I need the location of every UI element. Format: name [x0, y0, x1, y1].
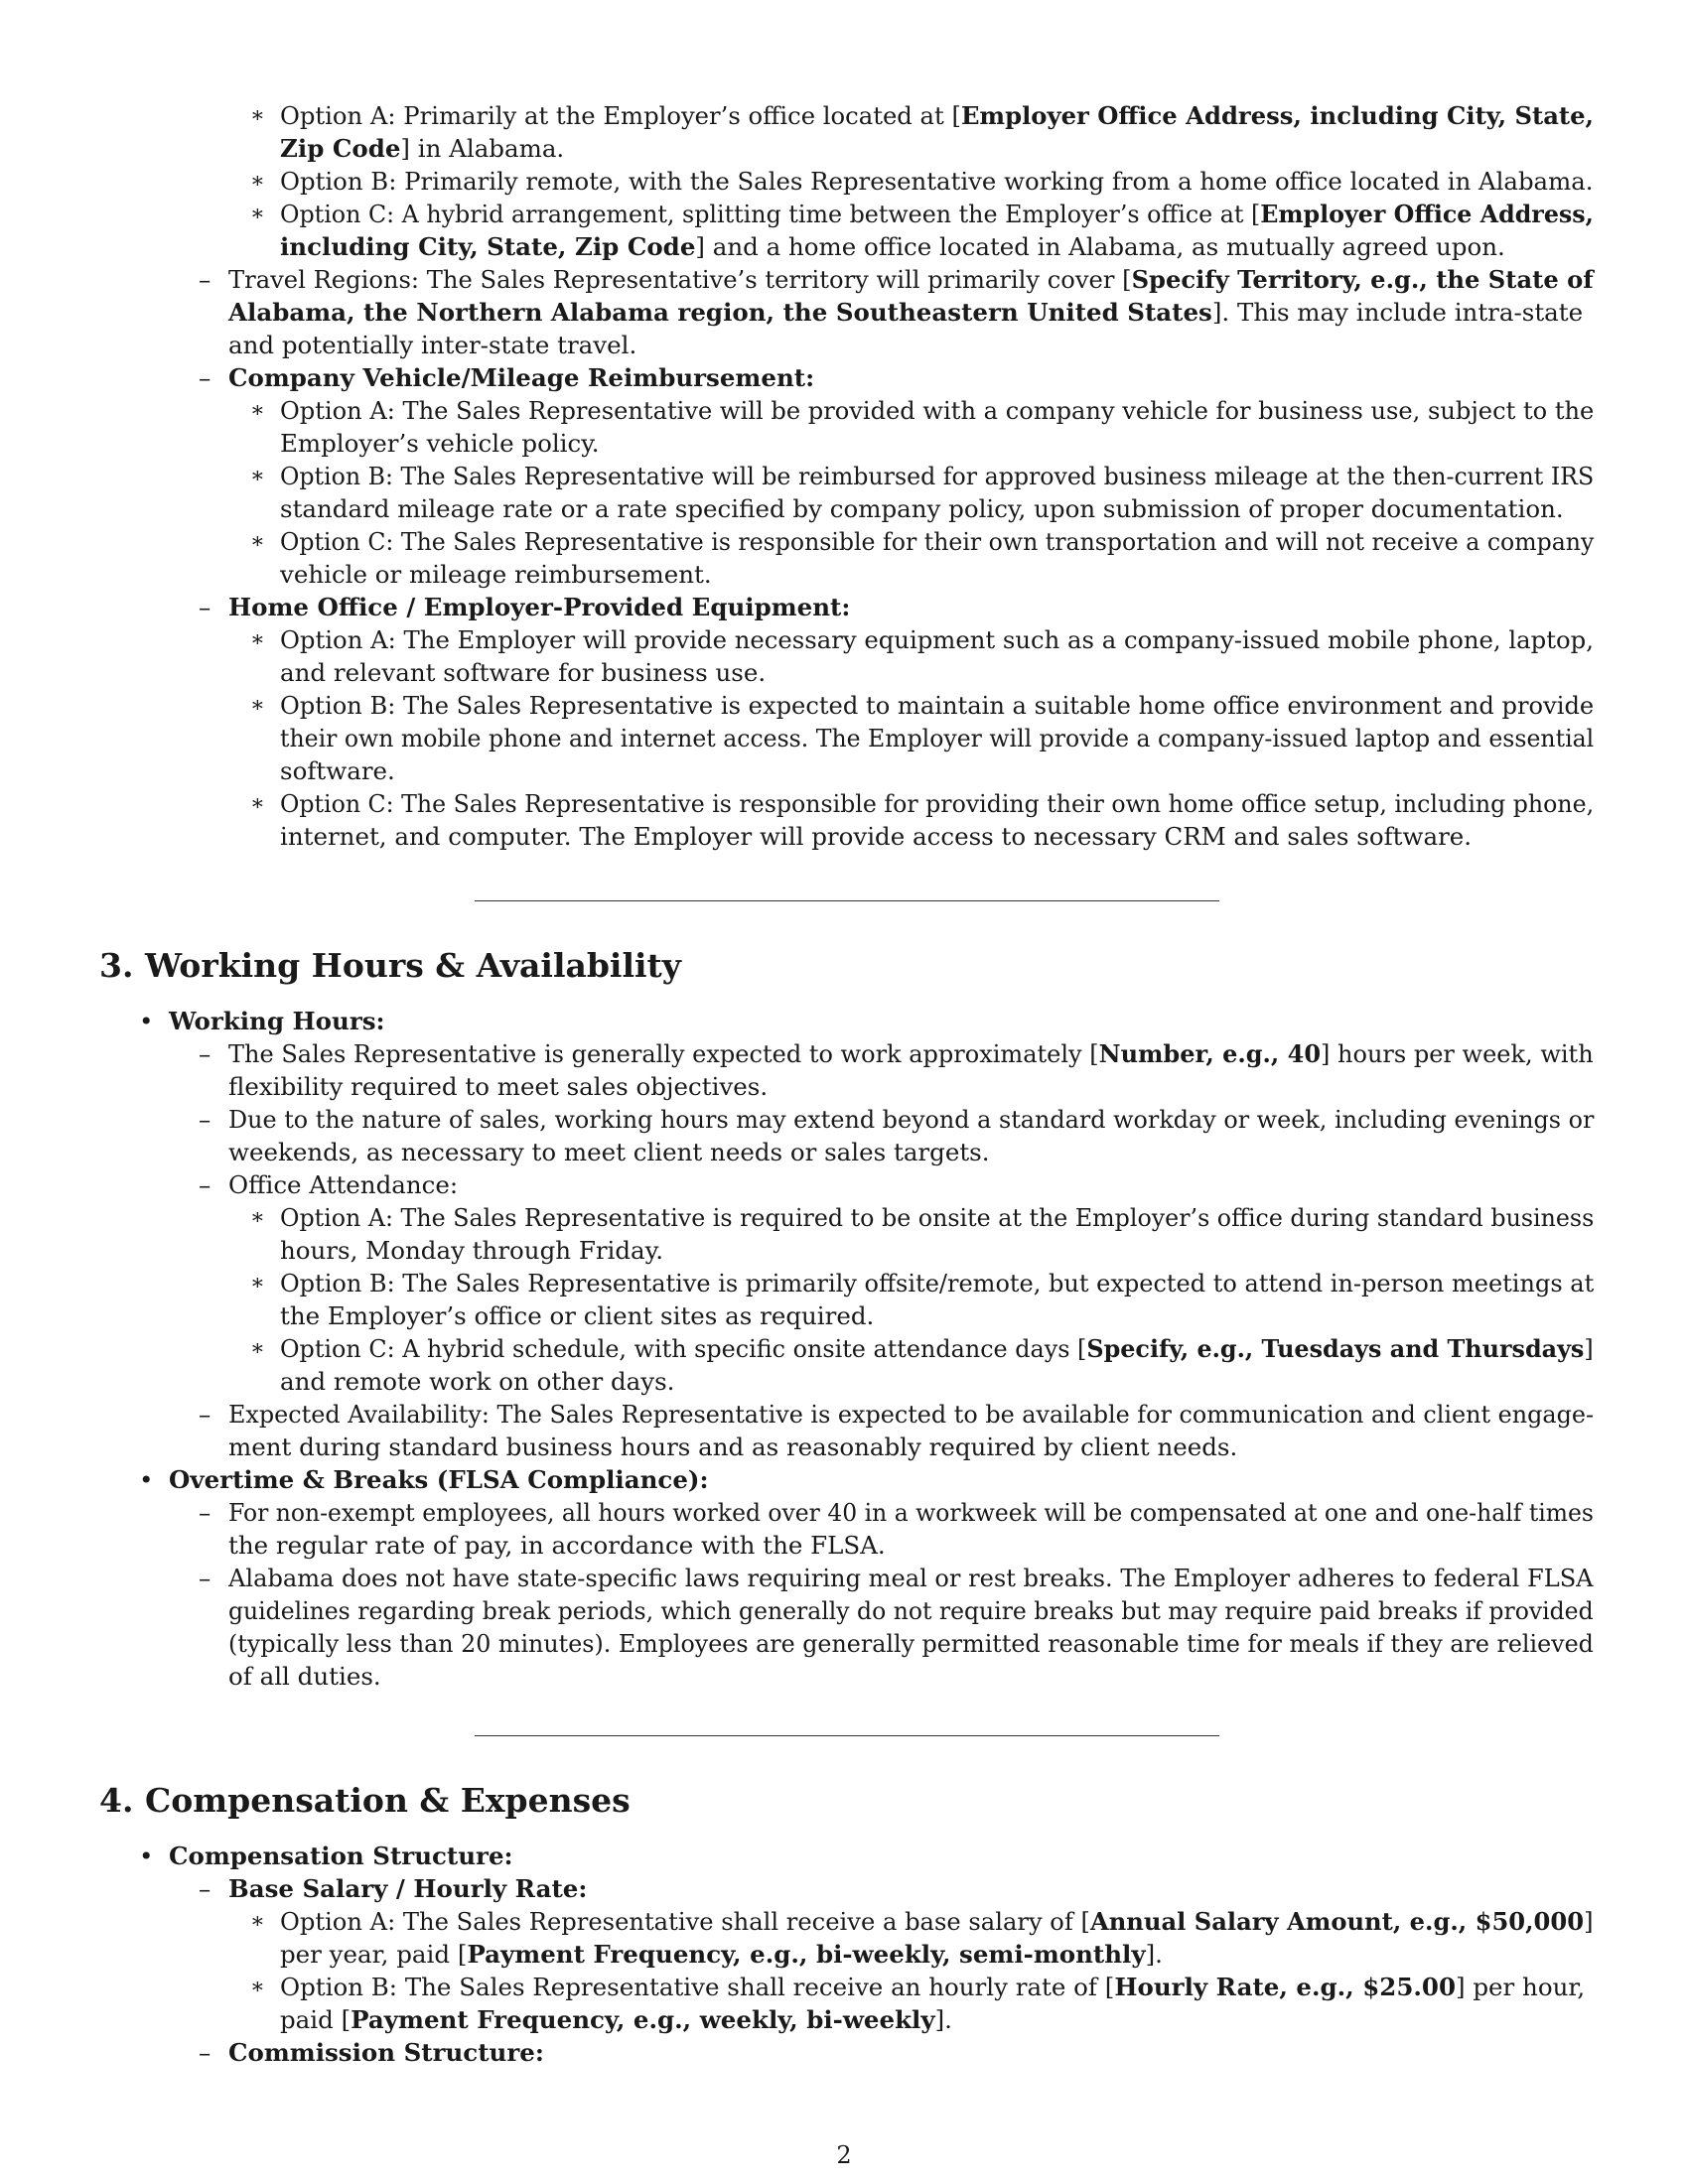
equipment-option-a-line2: and relevant software for business use.: [280, 658, 767, 687]
hours-item1-line2: flexibility required to meet sales objectives.: [228, 1072, 769, 1101]
equipment-option-a-line1: Option A: The Employer will provide necessary equipment such as a company-issued mobile phone, laptop,: [280, 625, 1594, 654]
dot-bullet: •: [139, 1007, 154, 1035]
equipment-option-c-line1: Option C: The Sales Representative is responsible for providing their own home office setup, including phone,: [280, 789, 1595, 818]
overtime-item2-line3: (typically less than 20 minutes). Employees are generally permitted reasonable time for meals if they are relieved: [228, 1629, 1594, 1658]
availability-line2: ment during standard business hours and as reasonably required by client needs.: [228, 1433, 1238, 1461]
availability-line1: Expected Availability: The Sales Representative is expected to be available for communication and client engage-: [228, 1400, 1595, 1429]
hours-item1-line1: The Sales Representative is generally expected to work approximately [Number, e.g., 40] hours per week, with: [228, 1039, 1594, 1068]
star-bullet: ∗: [250, 169, 265, 194]
equipment-option-b-line1: Option B: The Sales Representative is expected to maintain a suitable home office environment and provide: [280, 691, 1595, 720]
equipment-option-b-line2: their own mobile phone and internet access. The Employer will provide a company-issued laptop and essential: [280, 724, 1595, 752]
star-bullet: ∗: [250, 398, 265, 423]
star-bullet: ∗: [250, 1271, 265, 1296]
star-bullet: ∗: [250, 529, 265, 554]
commission-heading: Commission Structure:: [228, 2038, 544, 2067]
star-bullet: ∗: [250, 1336, 265, 1361]
equipment-option-c-line2: internet, and computer. The Employer will provide access to necessary CRM and sales software.: [280, 822, 1473, 851]
travel-regions-line2: Alabama, the Northern Alabama region, the Southeastern United States]. This may include intra-state: [228, 298, 1584, 327]
travel-regions-line1: Travel Regions: The Sales Representative’s territory will primarily cover [Specify Territory, e.g., the State of: [228, 265, 1594, 294]
star-bullet: ∗: [250, 1975, 265, 1999]
star-bullet: ∗: [250, 202, 265, 226]
dash-bullet: –: [199, 593, 211, 621]
dash-bullet: –: [199, 265, 211, 294]
star-bullet: ∗: [250, 103, 265, 128]
star-bullet: ∗: [250, 1909, 265, 1934]
star-bullet: ∗: [250, 464, 265, 488]
compensation-structure-heading: Compensation Structure:: [169, 1842, 513, 1870]
vehicle-option-c-line2: vehicle or mileage reimbursement.: [280, 560, 712, 589]
attendance-option-c-line2: and remote work on other days.: [280, 1367, 675, 1396]
vehicle-option-a-line2: Employer’s vehicle policy.: [280, 429, 600, 458]
dot-bullet: •: [139, 1842, 154, 1870]
overtime-item2-line4: of all duties.: [228, 1662, 381, 1691]
office-option-a-line2: Zip Code] in Alabama.: [280, 134, 565, 163]
salary-option-b-line2: paid [Payment Frequency, e.g., weekly, bi-weekly].: [280, 2005, 952, 2034]
office-option-a-line1: Option A: Primarily at the Employer’s office located at [Employer Office Address, including City, State,: [280, 101, 1595, 130]
office-option-c-line1: Option C: A hybrid arrangement, splitting time between the Employer’s office at [Employer Office Address,: [280, 200, 1594, 228]
dash-bullet: –: [199, 1170, 211, 1199]
dash-bullet: –: [199, 2038, 211, 2067]
dash-bullet: –: [199, 1874, 211, 1903]
office-option-b: Option B: Primarily remote, with the Sales Representative working from a home office located in Alabama.: [280, 167, 1594, 196]
section-3-title: 3. Working Hours & Availability: [99, 946, 681, 985]
attendance-option-a-line1: Option A: The Sales Representative is required to be onsite at the Employer’s office during standard business: [280, 1203, 1595, 1232]
salary-option-a-line1: Option A: The Sales Representative shall receive a base salary of [Annual Salary Amount, e.g., $50,000]: [280, 1907, 1594, 1936]
dot-bullet: •: [139, 1465, 154, 1494]
equipment-heading: Home Office / Employer-Provided Equipment:: [228, 593, 851, 621]
hours-item2-line2: weekends, as necessary to meet client needs or sales targets.: [228, 1138, 990, 1166]
office-attendance-label: Office Attendance:: [228, 1170, 459, 1199]
page-number: 2: [836, 2141, 852, 2169]
vehicle-heading: Company Vehicle/Mileage Reimbursement:: [228, 363, 815, 392]
vehicle-option-b-line2: standard mileage rate or a rate specified by company policy, upon submission of proper documentation.: [280, 494, 1564, 523]
vehicle-option-c-line1: Option C: The Sales Representative is responsible for their own transportation and will not receive a company: [280, 527, 1595, 556]
star-bullet: ∗: [250, 1205, 265, 1230]
vehicle-option-a-line1: Option A: The Sales Representative will be provided with a company vehicle for business use, subject to the: [280, 396, 1595, 425]
attendance-option-c-line1: Option C: A hybrid schedule, with specific onsite attendance days [Specify, e.g., Tuesdays and Thursdays]: [280, 1334, 1594, 1363]
dash-bullet: –: [199, 363, 211, 392]
hours-item2-line1: Due to the nature of sales, working hours may extend beyond a standard workday or week, including evenings or: [228, 1105, 1595, 1134]
attendance-option-b-line1: Option B: The Sales Representative is primarily offsite/remote, but expected to attend in-person meetings at: [280, 1269, 1595, 1297]
section-divider: [475, 1735, 1219, 1736]
dash-bullet: –: [199, 1039, 211, 1068]
dash-bullet: –: [199, 1400, 211, 1429]
dash-bullet: –: [199, 1498, 211, 1527]
section-divider: [475, 900, 1219, 901]
section-4-title: 4. Compensation & Expenses: [99, 1781, 631, 1820]
salary-option-a-line2: per year, paid [Payment Frequency, e.g., bi-weekly, semi-monthly].: [280, 1940, 1163, 1969]
travel-regions-line3: and potentially inter-state travel.: [228, 331, 637, 359]
dash-bullet: –: [199, 1105, 211, 1134]
star-bullet: ∗: [250, 791, 265, 816]
overtime-heading: Overtime & Breaks (FLSA Compliance):: [169, 1465, 709, 1494]
equipment-option-b-line3: software.: [280, 756, 395, 785]
working-hours-heading: Working Hours:: [169, 1007, 385, 1035]
overtime-item2-line1: Alabama does not have state-specific laws requiring meal or rest breaks. The Employer adheres to federal FLSA: [228, 1564, 1594, 1592]
overtime-item1-line1: For non-exempt employees, all hours worked over 40 in a workweek will be compensated at one and one-half times: [228, 1498, 1594, 1527]
vehicle-option-b-line1: Option B: The Sales Representative will be reimbursed for approved business mileage at the then-current IRS: [280, 462, 1595, 490]
overtime-item1-line2: the regular rate of pay, in accordance with the FLSA.: [228, 1531, 886, 1560]
star-bullet: ∗: [250, 627, 265, 652]
star-bullet: ∗: [250, 693, 265, 718]
overtime-item2-line2: guidelines regarding break periods, which generally do not require breaks but may require paid breaks if provided: [228, 1596, 1594, 1625]
dash-bullet: –: [199, 1564, 211, 1592]
office-option-c-line2: including City, State, Zip Code] and a home office located in Alabama, as mutually agreed upon.: [280, 232, 1505, 261]
attendance-option-a-line2: hours, Monday through Friday.: [280, 1236, 664, 1265]
salary-option-b-line1: Option B: The Sales Representative shall receive an hourly rate of [Hourly Rate, e.g., $25.00] per hour,: [280, 1973, 1586, 2001]
attendance-option-b-line2: the Employer’s office or client sites as required.: [280, 1301, 875, 1330]
base-salary-heading: Base Salary / Hourly Rate:: [228, 1874, 588, 1903]
